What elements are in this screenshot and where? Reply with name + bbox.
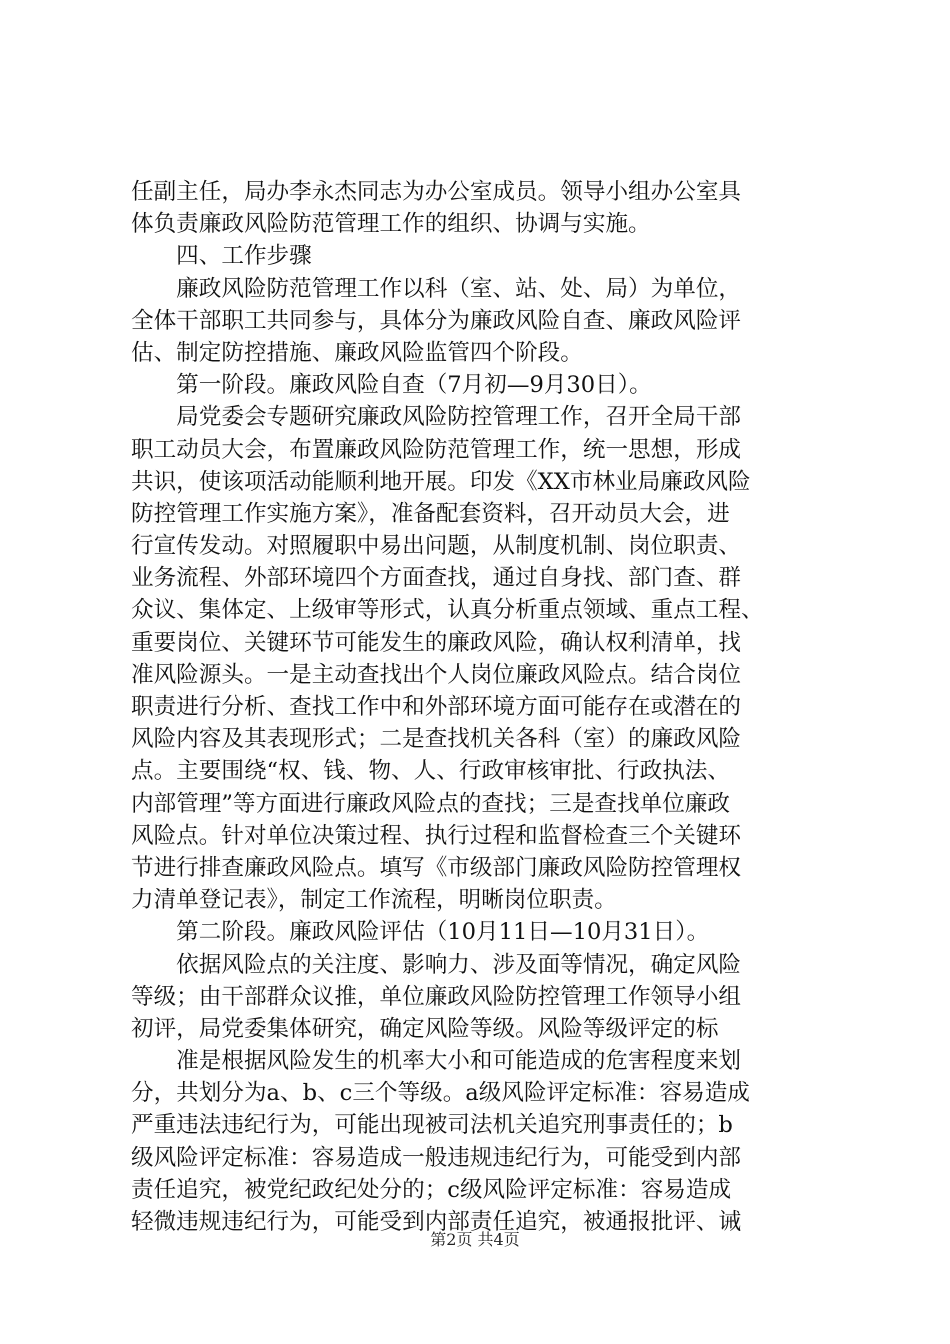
text-line: 力清单登记表》，制定工作流程，明晰岗位职责。	[131, 887, 617, 914]
text-line: 轻微违规违纪行为，可能受到内部责任追究，被通报批评、诫	[131, 1209, 742, 1235]
page-number-footer: 第2页 共4页	[430, 1230, 520, 1249]
text-line: 业务流程、外部环境四个方面查找，通过自身找、部门查、群	[131, 565, 742, 592]
stage-heading: 第二阶段。廉政风险评估（10月11日—10月31日）。	[131, 919, 710, 946]
text-line: 防控管理工作实施方案》，准备配套资料，召开动员大会，进	[131, 500, 730, 527]
text-line: 内部管理”等方面进行廉政风险点的查找；三是查找单位廉政	[131, 790, 730, 817]
text-line: 行宣传发动。对照履职中易出问题，从制度机制、岗位职责、	[131, 533, 742, 560]
text-line: 任副主任，局办李永杰同志为办公室成员。领导小组办公室具	[131, 179, 742, 205]
text-line: 廉政风险防范管理工作以科（室、站、处、局）为单位，	[131, 275, 742, 302]
text-line: 严重违法违纪行为，可能出现被司法机关追究刑事责任的；b	[131, 1112, 733, 1139]
document-body	[131, 176, 831, 1238]
text-line: 职责进行分析、查找工作中和外部环境方面可能存在或潜在的	[131, 694, 742, 720]
text-line: 准是根据风险发生的机率大小和可能造成的危害程度来划	[131, 1048, 742, 1075]
text-line: 准风险源头。一是主动查找出个人岗位廉政风险点。结合岗位	[131, 661, 742, 688]
section-heading: 四、工作步骤	[131, 243, 312, 270]
text-line: 点。主要围绕“权、钱、物、人、行政审核审批、行政执法、	[131, 758, 730, 785]
text-line: 局党委会专题研究廉政风险防控管理工作，召开全局干部	[131, 404, 742, 431]
text-line: 分，共划分为a、b、c三个等级。a级风险评定标准：容易造成	[131, 1080, 750, 1107]
text-line: 依据风险点的关注度、影响力、涉及面等情况，确定风险	[131, 951, 742, 978]
text-line: 众议、集体定、上级审等形式，认真分析重点领域、重点工程、	[131, 597, 764, 624]
text-line: 等级；由干部群众议推，单位廉政风险防控管理工作领导小组	[131, 983, 742, 1010]
text-line: 全体干部职工共同参与，具体分为廉政风险自查、廉政风险评	[131, 307, 742, 334]
text-line: 风险内容及其表现形式；二是查找机关各科（室）的廉政风险	[131, 726, 742, 753]
text-line: 估、制定防控措施、廉政风险监管四个阶段。	[131, 339, 583, 366]
text-line: 级风险评定标准：容易造成一般违规违纪行为，可能受到内部	[131, 1144, 742, 1171]
text-line: 共识，使该项活动能顺利地开展。印发《XX市林业局廉政风险	[131, 468, 751, 495]
text-line: 重要岗位、关键环节可能发生的廉政风险，确认权利清单，找	[131, 629, 742, 656]
text-line: 体负责廉政风险防范管理工作的组织、协调与实施。	[131, 211, 651, 238]
text-line: 风险点。针对单位决策过程、执行过程和监督检查三个关键环	[131, 822, 742, 849]
text-line: 初评，局党委集体研究，确定风险等级。风险等级评定的标	[131, 1015, 719, 1042]
stage-heading: 第一阶段。廉政风险自查（7月初—9月30日）。	[131, 372, 652, 399]
text-line: 责任追究，被党纪政纪处分的；c级风险评定标准：容易造成	[131, 1176, 732, 1203]
text-line: 职工动员大会，布置廉政风险防范管理工作，统一思想，形成	[131, 436, 742, 463]
text-line: 节进行排查廉政风险点。填写《市级部门廉政风险防控管理权	[131, 854, 742, 881]
